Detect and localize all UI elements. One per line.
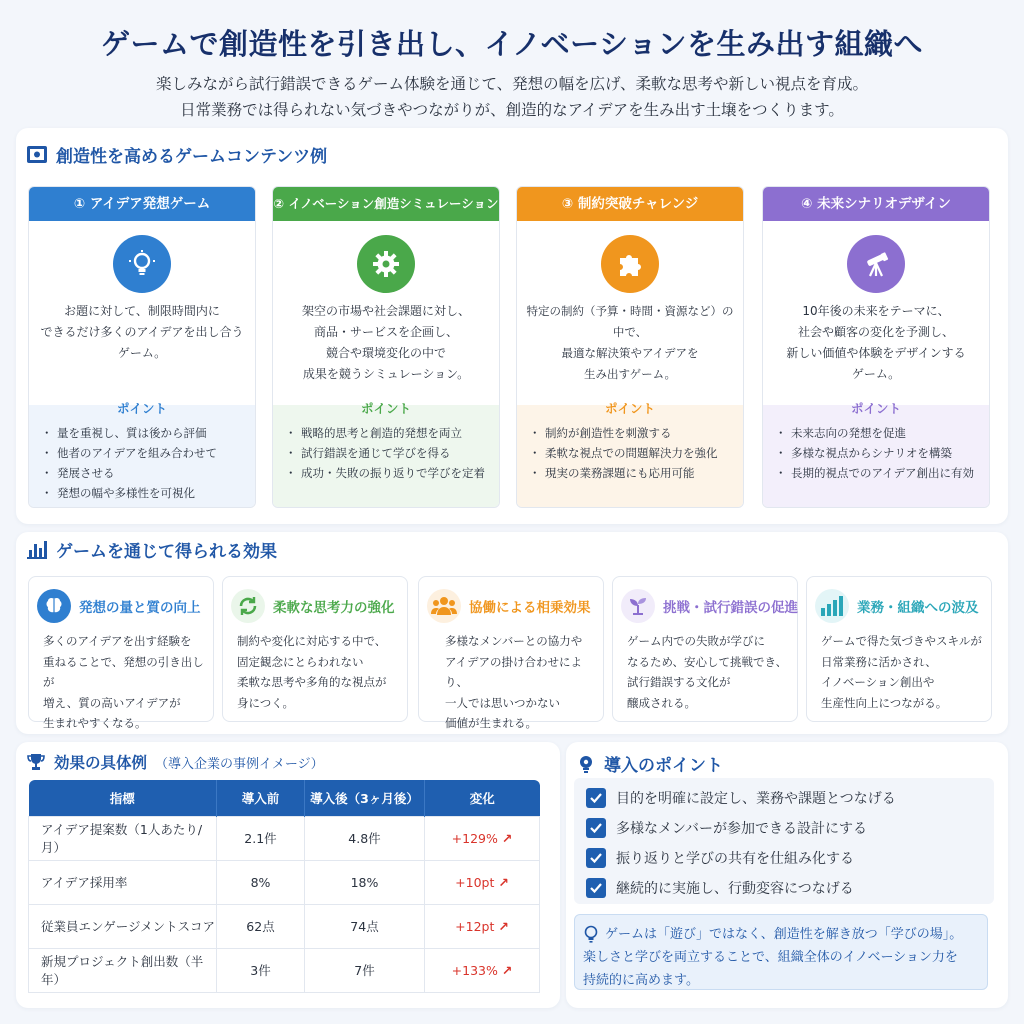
effect-title: 業務・組織への波及 [857,600,979,616]
after-value: 74点 [305,904,425,948]
effect-card-organization [806,576,992,722]
table-row [29,904,540,948]
metric-name: 新規プロジェクト創出数（半年） [29,948,217,992]
point-item: ・ 制約が創造性を刺激する [533,423,735,443]
effects-heading-text: ゲームを通じて得られる効果 [56,542,277,562]
effect-line: 固定観念にとらわれない [237,654,364,669]
table-header-row [29,780,540,816]
effect-line: なるため、安心して挑戦でき、 [627,654,788,669]
card-description [35,301,249,364]
card-desc-line: 生み出すゲーム。 [584,367,676,381]
lightbulb-gear-icon [576,754,596,774]
points-heading [576,751,723,776]
effect-line: 多様なメンバーとの協力や [445,634,583,648]
card-desc-line: 最適な解決策やアイデアを [561,346,699,360]
summary-line: 楽しさと学びを両立することで、組織全体のイノベーション力を [583,950,958,965]
effect-card-ideas [28,576,214,730]
effect-line: 試行錯誤する文化が [627,675,731,689]
table-row [29,816,540,860]
effect-line: 柔軟な思考や多角的な視点が [237,675,387,689]
effect-description [627,631,789,713]
gear-icon [357,235,415,293]
card-desc-line: 競合や環境変化の中で [325,346,446,360]
card-description [279,301,493,385]
check-icon [586,788,606,808]
point-item: ・ 試行錯誤を通じて学びを得る [289,443,491,463]
effect-line: 醸成される。 [627,695,696,710]
card-desc-line: できるだけ多くのアイデアを出し合う [40,325,244,339]
effect-card-collaboration [418,576,604,730]
point-item: ・ 他者のアイデアを組み合わせて [45,443,247,463]
change-value: +12pt [455,918,495,934]
change-value: +133% [451,962,498,978]
effect-description [43,631,205,734]
check-icon [586,848,606,868]
card-title: ① アイデア発想ゲーム [29,187,255,221]
point-item: ・ 未来志向の発想を促進 [779,423,981,443]
checklist-text: 振り返りと学びの共有を仕組み化する [616,851,854,867]
point-label: ポイント [850,401,901,416]
checklist-item [586,818,867,838]
card-desc-line: 特定の制約（予算・時間・資源など）の中で、 [526,304,734,339]
lightbulb-icon [583,925,599,943]
card-desc-line: 10年後の未来をテーマに、 [802,304,950,318]
after-value: 7件 [305,948,425,992]
points-heading-text: 導入のポイント [604,756,723,776]
change-cell [425,860,540,904]
effect-card-header [621,589,798,623]
column-header: 導入後（3ヶ月後） [305,780,425,816]
effect-line: ゲーム内での失敗が学びに [627,634,765,648]
card-points [517,401,743,507]
effect-line: 生産性向上につながる。 [821,695,948,710]
examples-heading-note: （導入企業の事例イメージ） [155,756,324,772]
point-label: ポイント [116,401,167,416]
checklist-text: 多様なメンバーが参加できる設計にする [616,821,868,837]
card-desc-line: お題に対して、制限時間内に [64,304,220,318]
card-desc-line: ゲーム。 [851,367,901,381]
effect-line: アイデアの掛け合わせにより、 [445,654,582,689]
game-board-icon [26,144,48,166]
checklist-text: 継続的に実施し、行動変容につなげる [616,881,854,897]
content-card-simulation [272,186,500,508]
card-desc-line: ゲーム。 [117,346,167,360]
effect-card-challenge [612,576,798,722]
effect-card-header [815,589,987,623]
effect-line: 制約や変化に対応する中で、 [237,634,387,648]
effect-line: 一人では思いつかない [445,695,560,710]
card-title: ④ 未来シナリオデザイン [763,187,989,221]
effect-line: 増え、質の高いアイデアが [43,695,181,710]
before-value: 62点 [217,904,305,948]
card-points [273,401,499,507]
effect-line: ゲームで得た気づきやスキルが [821,634,982,648]
effect-line: 身につく。 [237,695,295,710]
effect-card-header [37,589,209,623]
effect-title: 発想の量と質の向上 [79,600,201,616]
effect-title: 柔軟な思考力の強化 [273,600,395,616]
page-title: ゲームで創造性を引き出し、イノベーションを生み出す組織へ [101,27,923,61]
effect-description [237,631,399,713]
change-value: +129% [451,830,498,846]
card-description [769,301,983,385]
page-header [0,0,1024,124]
examples-heading [26,751,324,773]
point-item: ・ 多様な視点からシナリオを構築 [779,443,981,463]
page-subtitle-line-1: 楽しみながら試行錯誤できるゲーム体験を通じて、発想の幅を広げ、柔軟な思考や新しい視点を育成。 [155,75,869,93]
effect-card-flexible [222,576,408,722]
checklist-text: 目的を明確に設定し、業務や課題とつなげる [616,791,896,807]
effects-heading [26,537,277,562]
metric-name: アイデア採用率 [29,860,217,904]
card-desc-line: 社会や顧客の変化を予測し、 [797,325,954,339]
check-icon [586,818,606,838]
up-arrow-icon: ↗ [501,962,513,978]
effect-title: 挑戦・試行錯誤の促進 [663,600,798,616]
point-item: ・ 柔軟な視点での問題解決力を強化 [533,443,735,463]
column-header: 指標 [29,780,217,816]
point-item: ・ 発想の幅や多様性を可視化 [45,483,247,503]
effect-description [821,631,983,713]
point-label: ポイント [604,401,655,416]
before-value: 3件 [217,948,305,992]
table-row [29,860,540,904]
card-desc-line: 商品・サービスを企画し、 [313,325,458,339]
point-item: ・ 成功・失敗の振り返りで学びを定着 [289,463,491,483]
table-row [29,948,540,992]
metric-name: アイデア提案数（1人あたり/月） [29,816,217,860]
metric-name: 従業員エンゲージメントスコア [29,904,217,948]
point-item: ・ 量を重視し、質は後から評価 [45,423,247,443]
card-desc-line: 新しい価値や体験をデザインする [786,346,966,360]
summary-line: 持続的に高めます。 [583,973,699,988]
point-item-continued: ・ 発展させる [45,463,247,483]
effect-card-header [427,589,599,623]
telescope-icon [847,235,905,293]
examples-heading-text: 効果の具体例 [54,754,148,772]
up-arrow-icon: ↗ [498,918,509,934]
before-value: 8% [217,860,305,904]
column-header: 変化 [425,780,540,816]
contents-heading-text: 創造性を高めるゲームコンテンツ例 [56,147,328,167]
effect-line: 価値が生まれる。 [445,716,537,730]
page-subtitle-line-2: 日常業務では得られない気づきやつながりが、創造的なアイデアを生み出す土壌をつくります。 [180,101,844,119]
team-icon [427,589,461,623]
card-points [29,401,255,507]
lightbulb-icon [113,235,171,293]
card-desc-line: 成果を競うシミュレーション。 [302,367,470,381]
puzzle-icon [601,235,659,293]
change-cell [425,948,540,992]
checklist-item [586,878,854,898]
column-header: 導入前 [217,780,305,816]
examples-table [28,780,540,993]
effect-line: 日常業務に活かされ、 [821,654,937,669]
card-description [523,301,737,385]
content-card-idea [28,186,256,508]
point-item: ・ 戦略的思考と創造的発想を両立 [289,423,491,443]
trophy-icon [26,752,46,772]
effect-line: 多くのアイデアを出す経験を [43,634,192,648]
content-card-future [762,186,990,508]
after-value: 18% [305,860,425,904]
effect-line: 生まれやすくなる。 [43,716,147,730]
contents-heading [26,142,327,167]
point-label: ポイント [360,401,411,416]
summary-line: ゲームは「遊び」ではなく、創造性を解き放つ「学びの場」。 [605,927,963,942]
point-item: ・ 現実の業務課題にも応用可能 [533,463,735,483]
card-title: ③ 制約突破チャレンジ [517,187,743,221]
effect-card-header [231,589,403,623]
up-arrow-icon: ↗ [501,830,513,846]
effect-description [445,631,595,734]
brain-icon [37,589,71,623]
bar-chart-icon [815,589,849,623]
change-cell [425,816,540,860]
before-value: 2.1件 [217,816,305,860]
effect-line: イノベーション創出や [821,675,935,689]
change-cell [425,904,540,948]
refresh-icon [231,589,265,623]
card-points [763,401,989,507]
effect-title: 協働による相乗効果 [469,600,591,616]
sprout-icon [621,589,655,623]
after-value: 4.8件 [305,816,425,860]
change-value: +10pt [455,874,495,890]
bar-chart-icon [26,540,48,560]
summary-note [574,914,988,990]
up-arrow-icon: ↗ [498,874,509,890]
checklist-item [586,848,854,868]
check-icon [586,878,606,898]
card-title: ② イノベーション創造シミュレーション [273,187,499,221]
checklist-item [586,788,896,808]
point-item: ・ 長期的視点でのアイデア創出に有効 [779,463,981,483]
card-desc-line: 架空の市場や社会課題に対し、 [301,304,470,318]
content-card-constraint [516,186,744,508]
effect-line: 重ねることで、発想の引き出しが [43,654,204,689]
